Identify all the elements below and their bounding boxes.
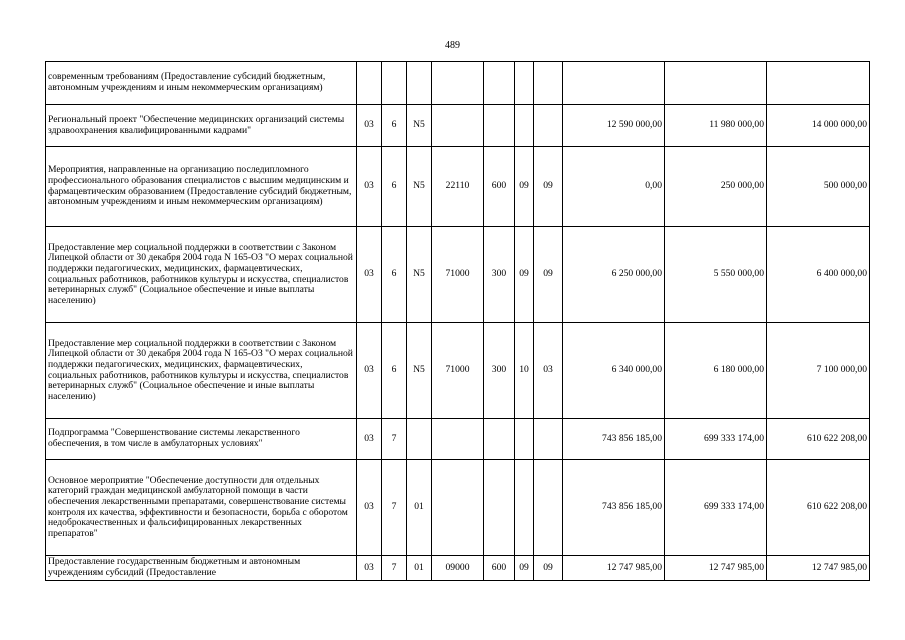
code-expense-type: 300 [484,227,515,323]
code-expense-type: 600 [484,556,515,581]
amount-year-1: 743 856 185,00 [563,460,665,556]
code-subprogram: 7 [382,460,407,556]
code-direction: 22110 [432,147,484,227]
code-event: N5 [407,227,432,323]
code-subsection: 09 [534,147,563,227]
table-row [46,419,870,460]
code-expense-type [484,105,515,147]
amount-year-2: 11 980 000,00 [665,105,767,147]
code-subprogram: 6 [382,105,407,147]
table-row [46,147,870,227]
code-section: 09 [515,227,534,323]
code-event: N5 [407,323,432,419]
amount-year-3: 500 000,00 [767,147,870,227]
code-program: 03 [357,419,382,460]
code-program: 03 [357,556,382,581]
row-description: Предоставление мер социальной поддержки в соответствии с Законом Липецкой области от 30 декабря 2004 года N 165-ОЗ "О мерах социальной поддержки педагогических, медицинских, фармацевтических, социальных работников, работников культуры и искусства, специалистов ветеринарных служб" (Социальное обеспечение и иные выплаты населению) [46,227,357,323]
code-program: 03 [357,227,382,323]
amount-year-1: 743 856 185,00 [563,419,665,460]
code-section: 09 [515,147,534,227]
code-subprogram: 6 [382,147,407,227]
code-expense-type [484,460,515,556]
code-direction: 71000 [432,323,484,419]
code-subsection: 09 [534,556,563,581]
code-subprogram: 6 [382,227,407,323]
code-program: 03 [357,323,382,419]
amount-year-3: 610 622 208,00 [767,419,870,460]
amount-year-3: 12 747 985,00 [767,556,870,581]
amount-year-3 [767,62,870,105]
code-event [407,62,432,105]
table-row [46,62,870,105]
code-section [515,419,534,460]
page-number: 489 [445,40,460,51]
code-expense-type: 300 [484,323,515,419]
amount-year-1: 6 340 000,00 [563,323,665,419]
row-description: Региональный проект "Обеспечение медицинских организаций системы здравоохранения квалифицированными кадрами" [46,105,357,147]
code-subprogram: 7 [382,419,407,460]
table-row [46,105,870,147]
code-subsection [534,419,563,460]
amount-year-1: 0,00 [563,147,665,227]
code-direction: 09000 [432,556,484,581]
code-program [357,62,382,105]
amount-year-3: 14 000 000,00 [767,105,870,147]
budget-table [45,61,870,581]
code-section [515,105,534,147]
code-event: 01 [407,460,432,556]
amount-year-1: 6 250 000,00 [563,227,665,323]
amount-year-1 [563,62,665,105]
code-subprogram: 6 [382,323,407,419]
code-expense-type: 600 [484,147,515,227]
code-expense-type [484,62,515,105]
amount-year-3: 6 400 000,00 [767,227,870,323]
code-event [407,419,432,460]
amount-year-2: 5 550 000,00 [665,227,767,323]
table-row [46,227,870,323]
code-section: 09 [515,556,534,581]
row-description: Предоставление мер социальной поддержки в соответствии с Законом Липецкой области от 30 декабря 2004 года N 165-ОЗ "О мерах социальной поддержки педагогических, медицинских, фармацевтических, социальных работников, работников культуры и искусства, специалистов ветеринарных служб" (Социальное обеспечение и иные выплаты населению) [46,323,357,419]
code-subsection [534,105,563,147]
code-direction [432,460,484,556]
row-description: Мероприятия, направленные на организацию последипломного профессионального образования специалистов с высшим медицинским и фармацевтическим образованием (Предоставление субсидий бюджетным, автономным учреждениям и иным некоммерческим организациям) [46,147,357,227]
code-subsection [534,62,563,105]
amount-year-2: 699 333 174,00 [665,460,767,556]
amount-year-3: 610 622 208,00 [767,460,870,556]
amount-year-2: 6 180 000,00 [665,323,767,419]
code-program: 03 [357,460,382,556]
code-subsection: 09 [534,227,563,323]
row-description: Основное мероприятие "Обеспечение доступности для отдельных категорий граждан медицинской амбулаторной помощи в части обеспечения лекарственными препаратами, совершенствование системы контроля их качества, эффективности и безопасности, борьба с оборотом недоброкачественных и фальсифицированных лекарственных препаратов" [46,460,357,556]
code-expense-type [484,419,515,460]
row-description: Предоставление государственным бюджетным и автономным учреждениям субсидий (Предоставление [46,556,357,581]
code-direction [432,419,484,460]
code-subsection: 03 [534,323,563,419]
code-direction [432,62,484,105]
amount-year-2: 250 000,00 [665,147,767,227]
code-section: 10 [515,323,534,419]
amount-year-2: 699 333 174,00 [665,419,767,460]
code-event: N5 [407,105,432,147]
table-row [46,556,870,581]
code-section [515,460,534,556]
code-program: 03 [357,105,382,147]
code-section [515,62,534,105]
code-program: 03 [357,147,382,227]
code-direction [432,105,484,147]
row-description: Подпрограмма "Совершенствование системы лекарственного обеспечения, в том числе в амбулаторных условиях" [46,419,357,460]
code-direction: 71000 [432,227,484,323]
row-description: современным требованиям (Предоставление субсидий бюджетным, автономным учреждениям и иным некоммерческим организациям) [46,62,357,105]
code-subprogram: 7 [382,556,407,581]
code-subsection [534,460,563,556]
amount-year-1: 12 747 985,00 [563,556,665,581]
table-row [46,460,870,556]
code-subprogram [382,62,407,105]
amount-year-2: 12 747 985,00 [665,556,767,581]
table-row [46,323,870,419]
amount-year-3: 7 100 000,00 [767,323,870,419]
code-event: N5 [407,147,432,227]
amount-year-2 [665,62,767,105]
code-event: 01 [407,556,432,581]
amount-year-1: 12 590 000,00 [563,105,665,147]
